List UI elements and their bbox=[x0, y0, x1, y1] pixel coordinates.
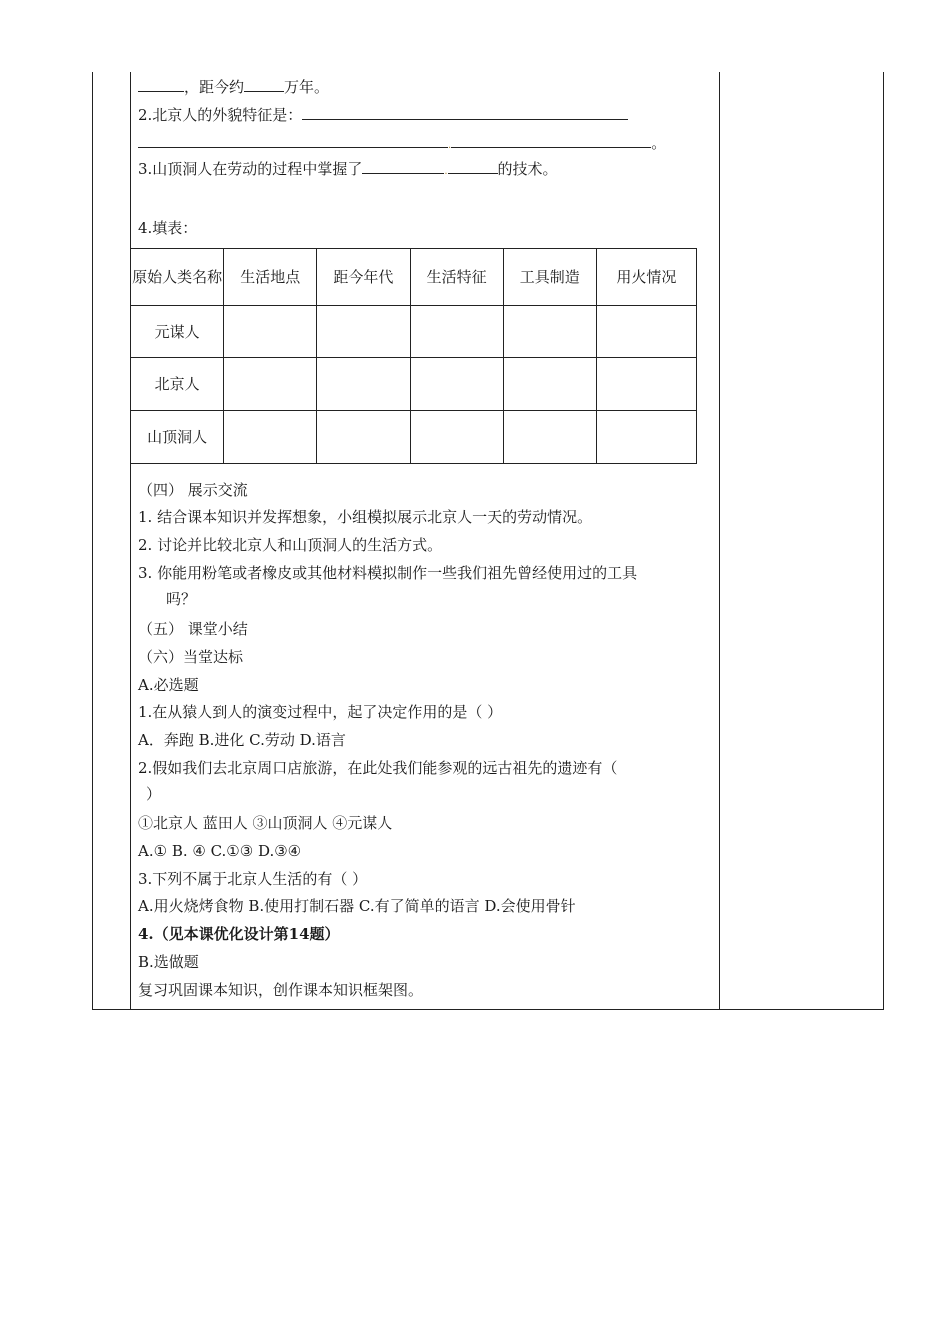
question-line-2b: . 。 bbox=[138, 132, 666, 156]
table-cell[interactable] bbox=[503, 411, 596, 464]
subsection-heading: A.必选题 bbox=[138, 676, 199, 694]
section-heading: （六）当堂达标 bbox=[138, 648, 244, 666]
list-item: 2. 讨论并比较北京人和山顶洞人的生活方式。 bbox=[138, 536, 443, 554]
table-cell[interactable] bbox=[317, 358, 410, 411]
table-cell[interactable] bbox=[503, 306, 596, 358]
question-items: ①北京人 蓝田人 ③山顶洞人 ④元谋人 bbox=[138, 814, 393, 832]
table-header-row bbox=[131, 249, 697, 306]
question-line-3: 3.山顶洞人在劳动的过程中掌握了 . 的技术。 bbox=[138, 160, 558, 178]
list-item-continued: 吗？ bbox=[166, 590, 197, 608]
question-line-4: 4.填表： bbox=[138, 219, 198, 237]
table-cell[interactable] bbox=[410, 306, 503, 358]
answer-blank[interactable] bbox=[448, 158, 498, 174]
table-header-cell: 用火情况 bbox=[596, 249, 696, 306]
question-options: A.用火烧烤食物 B.使用打制石器 C.有了简单的语言 D.会使用骨针 bbox=[138, 897, 576, 915]
table-cell[interactable] bbox=[410, 358, 503, 411]
table-cell[interactable] bbox=[224, 306, 317, 358]
list-item: 3. 你能用粉笔或者橡皮或其他材料模拟制作一些我们祖先曾经使用过的工具 bbox=[138, 564, 638, 582]
question: 3.下列不属于北京人生活的有（ ） bbox=[138, 870, 368, 888]
table-cell[interactable] bbox=[503, 358, 596, 411]
list-item: 1. 结合课本知识并发挥想象，小组模拟展示北京人一天的劳动情况。 bbox=[138, 508, 593, 526]
table-header-cell: 原始人类名称 bbox=[131, 249, 224, 306]
table-cell[interactable] bbox=[224, 411, 317, 464]
section-heading: （五） 课堂小结 bbox=[138, 620, 248, 638]
section-heading: （四） 展示交流 bbox=[138, 481, 248, 499]
question: 4.（见本课优化设计第14题） bbox=[138, 925, 340, 943]
table-cell[interactable] bbox=[224, 358, 317, 411]
table-row bbox=[131, 411, 697, 464]
table-cell[interactable] bbox=[596, 306, 696, 358]
table-row bbox=[131, 358, 697, 411]
answer-blank[interactable] bbox=[138, 76, 184, 92]
table-header-cell: 生活地点 bbox=[224, 249, 317, 306]
fill-in-table bbox=[130, 248, 697, 464]
table-cell[interactable] bbox=[317, 411, 410, 464]
table-header-cell: 生活特征 bbox=[410, 249, 503, 306]
table-cell[interactable] bbox=[596, 411, 696, 464]
answer-blank[interactable] bbox=[451, 132, 651, 148]
answer-blank[interactable] bbox=[302, 104, 628, 120]
right-divider bbox=[719, 72, 720, 1009]
answer-blank[interactable] bbox=[362, 158, 444, 174]
table-row bbox=[131, 306, 697, 358]
row-label: 山顶洞人 bbox=[131, 411, 224, 464]
table-cell[interactable] bbox=[317, 306, 410, 358]
question-options: A.① B. ④ C.①③ D.③④ bbox=[138, 842, 302, 860]
table-cell[interactable] bbox=[410, 411, 503, 464]
table-header-cell: 工具制造 bbox=[503, 249, 596, 306]
question: 2.假如我们去北京周口店旅游，在此处我们能参观的远古祖先的遗迹有（ bbox=[138, 759, 618, 777]
row-label: 元谋人 bbox=[131, 306, 224, 358]
row-label: 北京人 bbox=[131, 358, 224, 411]
question-line-2: 2.北京人的外貌特征是： bbox=[138, 104, 628, 125]
task-text: 复习巩固课本知识，创作课本知识框架图。 bbox=[138, 981, 424, 999]
question-options: A．奔跑 B.进化 C.劳动 D.语言 bbox=[138, 731, 346, 749]
answer-blank[interactable] bbox=[244, 76, 284, 92]
left-divider bbox=[130, 72, 131, 1009]
question: 1.在从猿人到人的演变过程中，起了决定作用的是（ ） bbox=[138, 703, 503, 721]
subsection-heading: B.选做题 bbox=[138, 953, 199, 971]
table-header-cell: 距今年代 bbox=[317, 249, 410, 306]
answer-blank[interactable] bbox=[138, 132, 448, 148]
question-continued: ） bbox=[146, 785, 162, 803]
table-cell[interactable] bbox=[596, 358, 696, 411]
question-line-1: ，距今约 万年。 bbox=[138, 76, 329, 97]
